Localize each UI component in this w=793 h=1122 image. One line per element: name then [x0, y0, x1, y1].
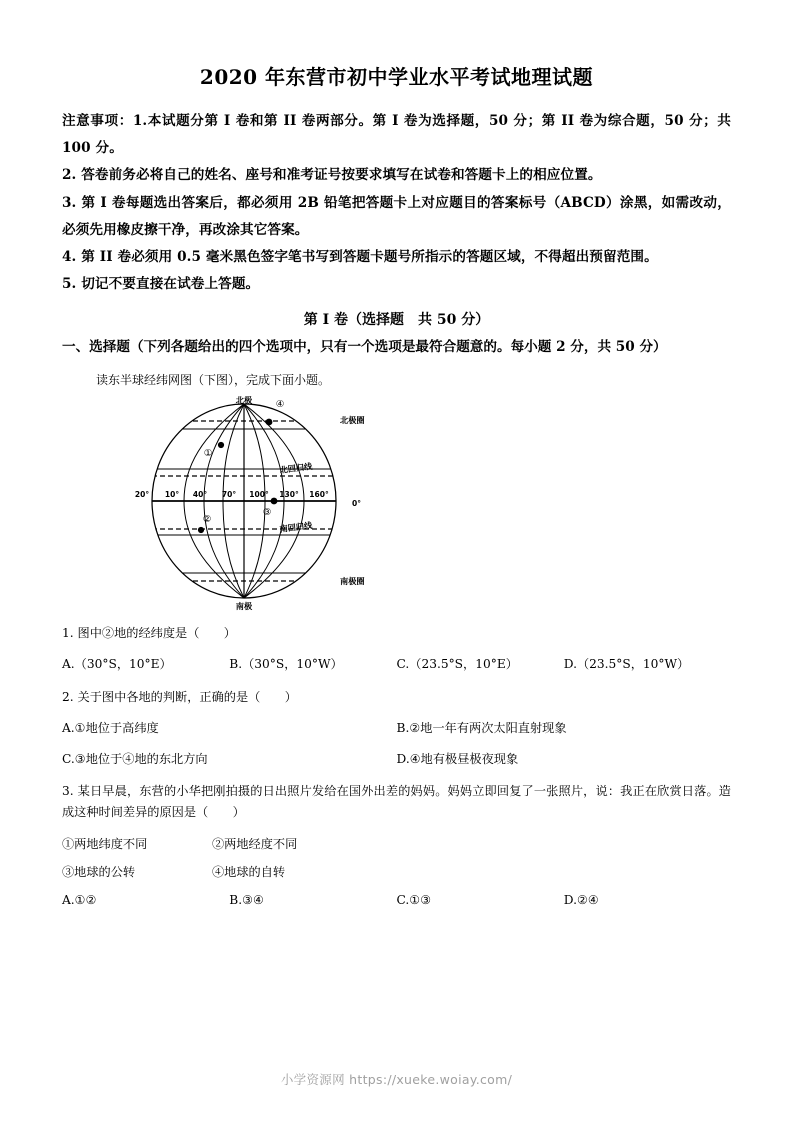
notice-line-2: 2. 答卷前务必将自己的姓名、座号和准考证号按要求填写在试卷和答题卡上的相应位置。 [62, 167, 602, 184]
question-2-options-row-2 [62, 750, 731, 770]
question-3 [62, 781, 731, 910]
question-3-sub-items-row-2 [62, 863, 731, 880]
globe-svg [84, 396, 424, 611]
question-2-option-c[interactable]: C.③地位于④地的东北方向 [62, 751, 208, 766]
question-2 [62, 687, 731, 769]
question-2-stem: 2. 关于图中各地的判断，正确的是（ ） [62, 689, 297, 704]
longitude-label-40: 40° [192, 489, 208, 499]
question-2-option-b[interactable]: B.②地一年有两次太阳直射现象 [396, 721, 567, 736]
globe-graticule-figure [84, 396, 424, 611]
question-2-option-d[interactable]: D.④地有极昼极夜现象 [396, 751, 519, 766]
point-marker-1-label: ① [203, 447, 213, 459]
prime-meridian-label: 0° [352, 498, 361, 508]
question-1-options [62, 655, 731, 675]
longitude-label-10: 10° [164, 489, 180, 499]
question-3-options [62, 891, 731, 911]
point-marker-4-dot [266, 418, 273, 425]
question-1-option-d[interactable]: D.（23.5°S，10°W） [563, 657, 690, 672]
question-1-option-b[interactable]: B.（30°S，10°W） [229, 657, 343, 672]
point-marker-3-dot [271, 497, 278, 504]
longitude-label-100: 100° [249, 489, 269, 499]
question-3-sub-item-3: ③地球的公转 [62, 864, 136, 879]
section-header: 第 I 卷（选择题 共 50 分） [303, 312, 490, 329]
question-3-option-b[interactable]: B.③④ [229, 892, 264, 907]
point-marker-4-label: ④ [275, 398, 285, 410]
notice-line-3: 3. 第 I 卷每题选出答案后，都必须用 2B 铅笔把答题卡上对应题目的答案标号（ABCD）涂黑，如需改动，必须先用橡皮擦干净，再改涂其它答案。 [62, 194, 731, 238]
stem-lead-text: 读东半球经纬网图（下图），完成下面小题。 [96, 372, 331, 387]
tropic-of-capricorn-label: 南回归线 [279, 519, 313, 534]
question-1 [62, 623, 731, 675]
page-title: 2020 年东营市初中学业水平考试地理试题 [199, 65, 594, 89]
question-1-option-c[interactable]: C.（23.5°S，10°E） [396, 657, 518, 672]
question-3-stem: 3. 某日早晨，东营的小华把刚拍摄的日出照片发给在国外出差的妈妈。妈妈立即回复了一张照片，说：我正在欣赏日落。造成这种时间差异的原因是（ ） [62, 784, 731, 820]
south-pole-label: 南极 [235, 600, 253, 611]
question-3-sub-item-1: ①两地纬度不同 [62, 836, 148, 851]
longitude-label-130: 130° [279, 489, 299, 499]
question-3-option-a[interactable]: A.①② [62, 892, 97, 907]
arctic-circle-label: 北极圈 [340, 414, 365, 425]
question-1-option-a[interactable]: A.（30°S，10°E） [62, 657, 172, 672]
section-intro: 一、选择题（下列各题给出的四个选项中，只有一个选项是最符合题意的。每小题 2 分，共 50 分） [62, 339, 667, 356]
point-marker-1-dot [218, 442, 224, 448]
point-marker-2-dot [198, 527, 204, 533]
question-3-sub-items-row-1 [62, 835, 731, 852]
north-pole-label: 北极 [235, 395, 253, 405]
point-marker-2-label: ② [202, 513, 212, 525]
notice-line-1: 注意事项：1.本试题分第 I 卷和第 II 卷两部分。第 I 卷为选择题，50 分；第 II 卷为综合题，50 分；共 100 分。 [62, 113, 731, 157]
point-marker-3-label: ③ [262, 506, 272, 518]
question-3-option-d[interactable]: D.②④ [563, 892, 599, 907]
watermark: 小学资源网 https://xueke.woiay.com/ [280, 1072, 513, 1087]
question-2-option-a[interactable]: A.①地位于高纬度 [62, 721, 159, 736]
question-1-stem: 1. 图中②地的经纬度是（ ） [62, 625, 236, 640]
tropic-of-cancer-label: 北回归线 [279, 460, 313, 475]
longitude-label-20: 20° [134, 489, 150, 499]
question-3-sub-item-4: ④地球的自转 [212, 864, 286, 879]
antarctic-circle-label: 南极圈 [340, 575, 365, 586]
notice-block [62, 108, 731, 298]
longitude-label-160: 160° [309, 489, 329, 499]
notice-line-5: 5. 切记不要直接在试卷上答题。 [62, 276, 260, 293]
longitude-label-70: 70° [221, 489, 237, 499]
notice-line-4: 4. 第 II 卷必须用 0.5 毫米黑色签字笔书写到答题卡题号所指示的答题区域，不得超出预留范围。 [62, 248, 658, 265]
question-2-options-row-1 [62, 719, 731, 739]
question-3-sub-item-2: ②两地经度不同 [212, 836, 298, 851]
question-3-option-c[interactable]: C.①③ [396, 892, 432, 907]
graticule-group [144, 404, 346, 598]
